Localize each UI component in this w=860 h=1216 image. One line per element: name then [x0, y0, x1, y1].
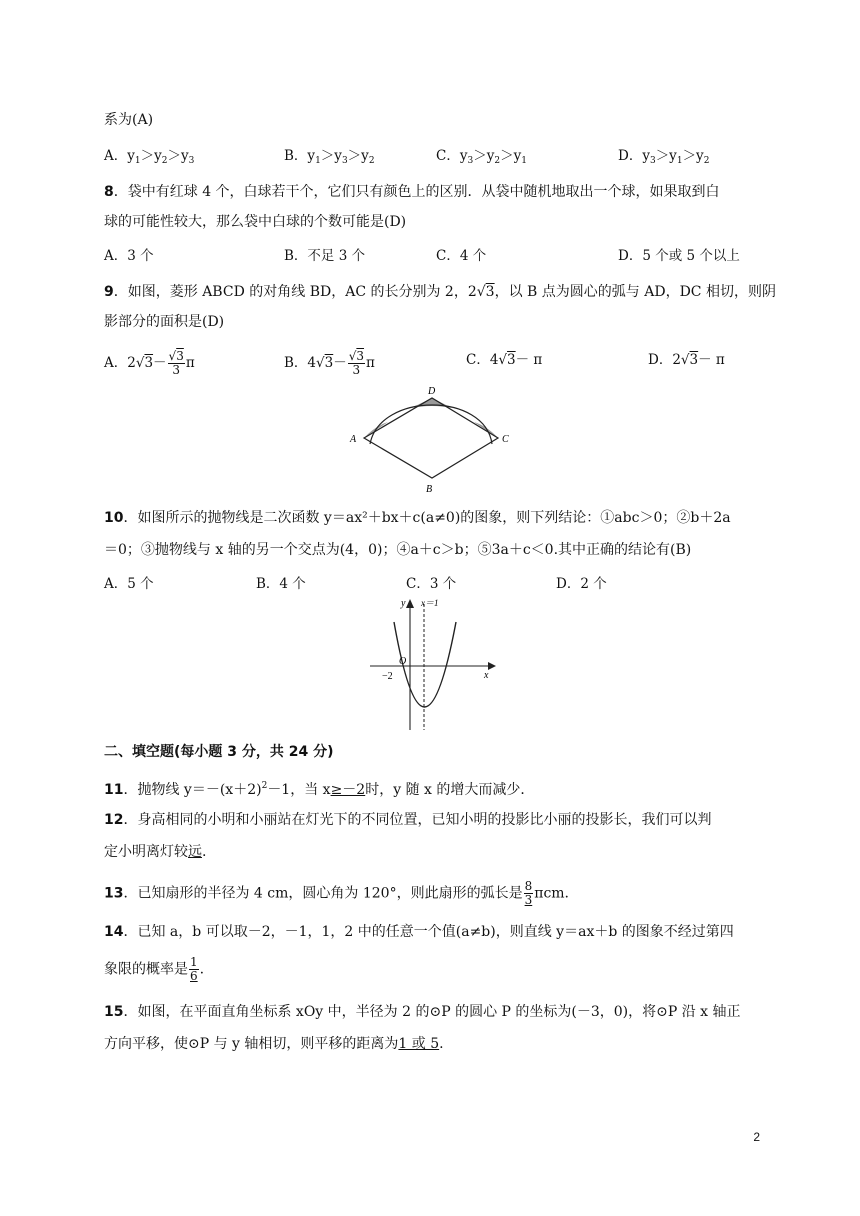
label-o: O: [399, 656, 407, 667]
q14-line1: 14．已知 a，b 可以取－2，－1，1，2 中的任意一个值(a≠b)，则直线 y＝ax＋b 的图象不经过第四: [104, 924, 734, 940]
label-x-eq-1: x＝1: [421, 598, 439, 608]
q14-answer: $\frac{1}{6}$: [190, 955, 198, 983]
q11-answer: ≥－2: [330, 782, 366, 798]
q11: 11．抛物线 $y=-(x+2)^2-1$，当 x≥－2时，y 随 x 的增大而减少．: [104, 781, 535, 798]
q9-option-a: A．2√3－ $\frac{√3}{3}$ π: [104, 349, 195, 377]
rhombus-figure: [340, 382, 520, 498]
label-d: D: [428, 386, 436, 397]
parabola-figure: [364, 594, 504, 734]
q9-option-b: B．4√3－ $\frac{√3}{3}$ π: [284, 349, 375, 377]
q15-line2: 方向平移，使⊙P 与 y 轴相切，则平移的距离为1 或 5.: [104, 1036, 444, 1052]
q10-option-d: D．2 个: [556, 576, 607, 592]
label-x: x: [484, 670, 489, 681]
q12-line2: 定小明离灯较远.: [104, 844, 207, 860]
q7-option-c: C．$y_3>y_2>y_1$: [436, 148, 527, 166]
q7-tail: 系为(A): [104, 112, 154, 128]
q12-line1: 12．身高相同的小明和小丽站在灯光下的不同位置，已知小明的投影比小丽的投影长，我们可以判: [104, 812, 712, 828]
label-a: A: [350, 434, 357, 445]
q8-option-c: C．4 个: [436, 248, 487, 264]
q7-option-b: B．$y_1>y_3>y_2$: [284, 148, 375, 166]
page-number: 2: [753, 1130, 760, 1144]
q9-line1: 9．如图，菱形 ABCD 的对角线 BD，AC 的长分别为 2，2√3，以 B 点为圆心的弧与 AD，DC 相切，则阴: [104, 284, 776, 300]
arc: [370, 405, 492, 444]
q10-line1: 10．如图所示的抛物线是二次函数 y＝ax²＋bx＋c(a≠0)的图象，则下列结论：①abc＞0；②b＋2a: [104, 510, 731, 526]
q13-answer: $\frac{8}{3}$: [524, 879, 533, 907]
q15-line1: 15．如图，在平面直角坐标系 xOy 中，半径为 2 的⊙P 的圆心 P 的坐标为(－3，0)，将⊙P 沿 x 轴正: [104, 1004, 741, 1020]
rhombus-outline: [364, 398, 498, 478]
q8-option-b: B．不足 3 个: [284, 248, 366, 264]
q13: 13．已知扇形的半径为 4 cm，圆心角为 120°，则此扇形的弧长是 $\frac{8}{3}$ πcm.: [104, 879, 570, 907]
label-y: y: [401, 598, 406, 609]
q8-option-a: A．3 个: [104, 248, 154, 264]
q9-option-d: D．2√3－ π: [648, 352, 725, 368]
y-axis-arrow: [406, 599, 414, 608]
label-b: B: [426, 484, 433, 495]
q9-line2: 影部分的面积是(D): [104, 314, 225, 330]
q7-option-a: A．$y_1>y_2>y_3$: [104, 148, 195, 166]
section-title: 二、填空题(每小题 3 分，共 24 分): [104, 744, 334, 760]
q10-option-b: B．4 个: [256, 576, 306, 592]
q7-option-d: D．$y_3>y_1>y_2$: [618, 148, 710, 166]
q10-line2: ＝0；③抛物线与 x 轴的另一个交点为(4，0)；④a＋c＞b；⑤3a＋c＜0.其中正确的结论有(B): [104, 542, 692, 558]
q10-option-a: A．5 个: [104, 576, 154, 592]
q8-line2: 球的可能性较大，那么袋中白球的个数可能是(D): [104, 214, 407, 230]
q9-option-c: C．4√3－ π: [466, 352, 543, 368]
label-minus-2: −2: [382, 671, 393, 682]
q10-option-c: C．3 个: [406, 576, 457, 592]
q15-answer: 1 或 5: [398, 1036, 440, 1052]
q14-line2: 象限的概率是 $\frac{1}{6}$ .: [104, 955, 205, 983]
x-axis-arrow: [488, 662, 496, 670]
q12-answer: 远: [188, 844, 202, 860]
label-c: C: [502, 434, 509, 445]
q8-line1: 8．袋中有红球 4 个，白球若干个，它们只有颜色上的区别．从袋中随机地取出一个球，如果取到白: [104, 184, 720, 200]
q8-option-d: D．5 个或 5 个以上: [618, 248, 740, 264]
